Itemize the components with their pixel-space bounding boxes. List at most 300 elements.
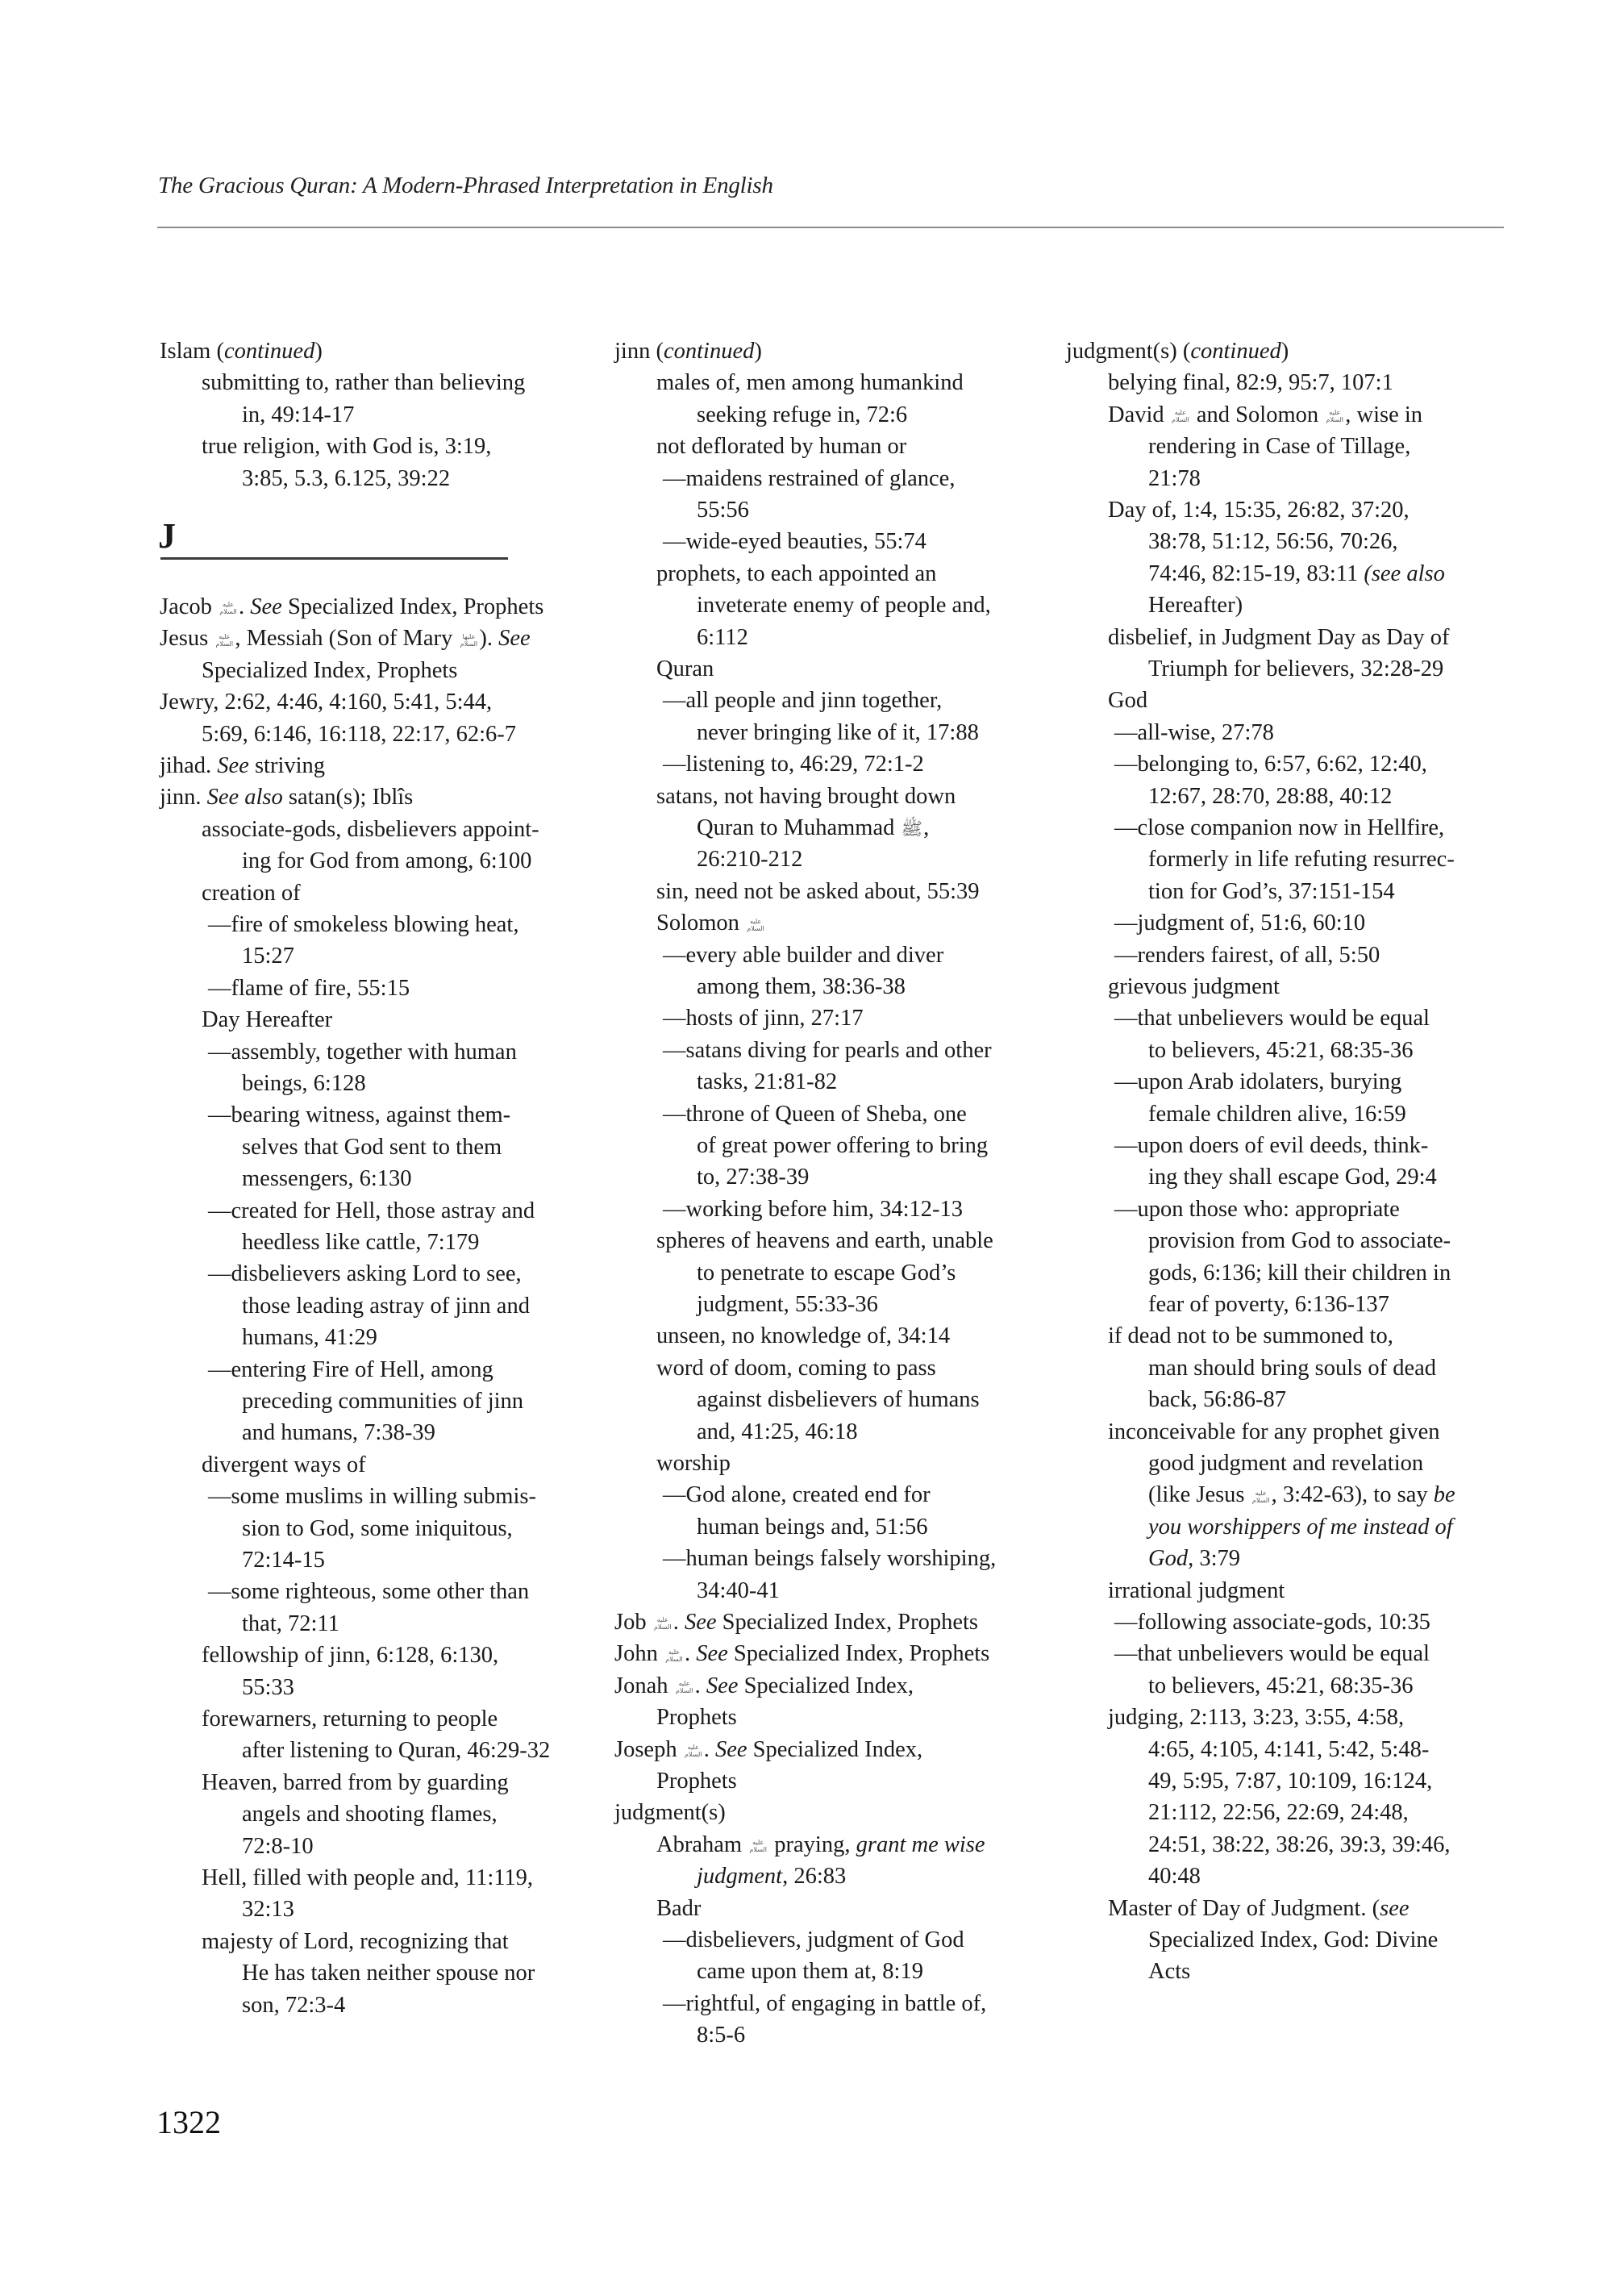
index-line [1114,1066,1401,1098]
index-line [208,973,410,1004]
index-line [656,1702,737,1733]
index-line [697,590,991,621]
index-line [697,1257,956,1289]
entry-text: grievous judgment [1108,974,1280,999]
entry-text: . [684,1641,697,1667]
index-line [697,1384,980,1415]
honorific-alayhi-salam-icon [653,1616,672,1631]
entry-text: , [923,815,930,840]
entry-text: —listening to, 46:29, 72:1-2 [663,752,924,777]
entry-text: judgment(s) ( [1066,339,1191,364]
index-subentry [656,431,906,462]
index-line [242,1735,550,1766]
entry-text: 26:210-212 [697,847,803,873]
honorific-glyph-part: السلام [665,1655,683,1663]
index-line [242,1131,502,1163]
entry-text: God [1108,688,1148,714]
index-line [663,526,927,557]
index-subentry [656,907,766,939]
entry-text: ing they shall escape God, 29:4 [1148,1165,1437,1190]
index-line [242,1544,325,1576]
index-line [663,1098,967,1130]
index-subentry [202,877,301,909]
honorific-glyph-part: السلام [749,1846,767,1854]
index-line [1148,1098,1406,1130]
honorific-glyph-part: عليه [668,1648,681,1656]
honorific-alayhi-salam-icon [684,1744,703,1758]
index-line [697,399,907,431]
entry-text: 5:69, 6:146, 16:118, 22:17, 62:6-7 [202,721,517,747]
entry-text: —working before him, 34:12-13 [663,1196,964,1222]
index-line [1148,590,1243,621]
entry-text: formerly in life refuting resurrec- [1148,847,1455,873]
index-line [1114,748,1427,780]
index-subentry [1108,622,1449,653]
entry-text: forewarners, returning to people [202,1706,498,1731]
section-letter-heading: J [158,516,176,556]
index-line [697,1066,837,1098]
entry-text: satan(s); Iblîs [282,785,414,810]
entry-text: ) [1280,339,1289,364]
entry-text: spheres of heavens and earth, unable [656,1228,993,1254]
entry-text: female children alive, 16:59 [1148,1101,1406,1127]
index-line [697,1161,809,1193]
italic-text: continued [663,339,755,364]
index-line [1148,781,1392,812]
honorific-glyph-part: عليه [678,1680,690,1688]
index-subentry [656,558,936,590]
entry-text: disbelief, in Judgment Day as Day of [1108,624,1450,650]
entry-text: striving [248,753,326,778]
index-subentry [656,1352,936,1384]
italic-text: continued [1190,339,1281,364]
entry-text: , 26:83 [782,1864,847,1890]
index-line [663,1002,864,1034]
entry-text: —rightful, of engaging in battle of, [663,1990,987,2016]
italic-text: See [684,1610,717,1635]
index-line [208,1195,535,1227]
entry-text: —hosts of jinn, 27:17 [663,1006,864,1031]
entry-text: prophets, to each appointed an [656,560,937,586]
index-line [1148,1670,1414,1702]
index-line [1148,1797,1409,1828]
index-entry [160,750,325,781]
honorific-alayhi-salam-icon [1325,409,1344,423]
index-line [1148,526,1398,557]
italic-text: judgment [697,1864,783,1890]
index-line [1148,1543,1240,1574]
index-line [1114,1130,1428,1161]
entry-text: 4:65, 4:105, 4:141, 5:42, 5:48- [1148,1736,1430,1762]
entry-text: word of doom, coming to pass [656,1355,936,1381]
entry-text: John [614,1641,664,1667]
index-line [1148,1765,1432,1797]
entry-text: —some righteous, some other than [208,1579,530,1605]
index-line [697,812,929,844]
index-line [697,622,748,653]
running-head-title: The Gracious Quran: A Modern-Phrased Interpretation in English [158,173,773,198]
index-line [242,1322,377,1353]
index-subentry [1108,1416,1440,1448]
entry-text: Specialized Index, Prophets [716,1610,979,1635]
entry-text: those leading astray of jinn and [242,1293,530,1319]
entry-text: ) [754,339,762,364]
entry-text: ). [479,626,499,652]
entry-text: —created for Hell, those astray and [208,1198,535,1223]
entry-text: praying, [768,1831,856,1857]
entry-text: 8:5-6 [697,2023,746,2048]
index-line [242,1894,294,1925]
entry-text: of great power offering to bring [697,1133,989,1158]
honorific-glyph-part: عليها [462,632,476,640]
index-subentry [656,781,956,812]
entry-text: males of, men among humankind [656,370,964,396]
entry-text: 34:40-41 [697,1577,780,1603]
index-line [1148,1289,1389,1320]
honorific-glyph-part: عليه [222,601,235,609]
index-entry [1066,335,1289,367]
index-line [208,1036,517,1068]
entry-text: Abraham [656,1831,748,1857]
entry-text: Specialized Index, Prophets [202,657,458,683]
italic-text: grant me wise [856,1831,985,1857]
index-subentry [1108,494,1410,526]
entry-text: fellowship of jinn, 6:128, 6:130, [202,1643,499,1669]
entry-text: 72:8-10 [242,1833,314,1859]
honorific-alayhi-salam-icon [219,601,238,615]
index-subentry [202,1862,533,1894]
entry-text: messengers, 6:130 [242,1166,412,1192]
italic-text: See [706,1673,739,1698]
index-line [1148,1225,1451,1256]
index-line [663,463,955,494]
index-line [208,1099,510,1131]
entry-text: gods, 6:136; kill their children in [1148,1260,1451,1286]
index-entry [160,591,543,623]
index-line [663,748,924,780]
index-subentry [1108,685,1147,716]
entry-text: 15:27 [242,944,294,969]
italic-text: see [1380,1895,1410,1921]
entry-text: David [1108,402,1170,427]
index-entry [160,335,323,367]
entry-text: , Messiah (Son of Mary [235,626,459,652]
entry-text: 32:13 [242,1897,294,1923]
entry-text: Hell, filled with people and, 11:119, [202,1865,534,1890]
entry-text: ing for God from among, 6:100 [242,848,532,874]
honorific-alayhi-salam-icon [746,918,765,932]
entry-text: . [239,594,251,619]
entry-text: judgment, 55:33-36 [697,1292,878,1317]
index-line [202,655,457,686]
entry-text: Jewry, 2:62, 4:46, 4:160, 5:41, 5:44, [160,690,493,715]
index-line [697,971,906,1002]
index-line [1148,1829,1450,1861]
entry-text: in, 49:14-17 [242,402,355,427]
honorific-glyph-part: عليه [219,632,231,640]
entry-text: Day of, 1:4, 15:35, 26:82, 37:20, [1108,498,1410,523]
entry-text: and humans, 7:38-39 [242,1420,435,1446]
entry-text: Quran [656,656,714,681]
index-line [697,1289,878,1320]
index-line [697,2019,745,2051]
entry-text: provision from God to associate- [1148,1228,1451,1254]
index-line [242,1163,412,1194]
index-line [242,1608,339,1640]
entry-text: inconceivable for any prophet given [1108,1419,1440,1444]
index-line [1114,940,1380,971]
index-line [1148,1035,1414,1066]
entry-text: Specialized Index, Prophets [281,594,544,619]
index-entry [160,686,492,718]
entry-text: if dead not to be summoned to, [1108,1323,1393,1349]
index-line [1114,717,1274,748]
honorific-glyph-part: السلام [460,640,478,648]
entry-text: Triumph for believers, 32:28-29 [1148,656,1444,681]
italic-text: (see also [1364,560,1445,586]
entry-text: Job [614,1610,652,1635]
honorific-alayhi-salam-icon [1171,409,1190,423]
entry-text: Master of Day of Judgment. ( [1108,1895,1380,1921]
entry-text: Joseph [614,1736,683,1762]
entry-text: 72:14-15 [242,1548,325,1573]
index-line [242,845,531,877]
italic-text: be [1433,1482,1455,1508]
index-subentry [202,367,525,398]
index-line [1148,844,1455,875]
entry-text: (like Jesus [1148,1482,1251,1508]
index-subentry [202,1926,509,1957]
entry-text: heedless like cattle, 7:179 [242,1230,480,1255]
index-line [242,1290,530,1322]
index-line [697,717,979,748]
entry-text: 12:67, 28:70, 28:88, 40:12 [1148,783,1393,809]
honorific-glyph-part: عليه [750,917,762,925]
entry-text: —human beings falsely worshiping, [663,1546,997,1572]
index-line [697,1511,928,1543]
honorific-alayhi-salam-icon [675,1680,694,1694]
index-subentry [656,1893,701,1924]
entry-text: fear of poverty, 6:136-137 [1148,1292,1389,1317]
index-line [1148,1448,1423,1479]
italic-text: See [498,626,531,652]
entry-text: —maidens restrained of glance, [663,465,956,491]
italic-text: continued [223,339,315,364]
entry-text: Specialized Index, [738,1673,914,1698]
honorific-alayhi-salam-icon [214,633,234,648]
index-line [202,719,516,750]
index-subentry [1108,1320,1393,1352]
index-line [1148,558,1445,590]
honorific-glyph-part: عليه [1174,409,1186,417]
honorific-glyph-part: السلام [675,1687,693,1695]
index-subentry [656,1829,985,1861]
index-subentry [202,1004,332,1035]
entry-text: judgment(s) [614,1800,726,1826]
index-line [1114,1606,1430,1638]
entry-text: —upon doers of evil deeds, think- [1114,1133,1429,1158]
entry-text: , 3:42-63), to say [1271,1482,1434,1508]
index-line [242,1068,366,1099]
entry-text: Heaven, barred from by guarding [202,1769,509,1795]
page-number: 1322 [156,2104,221,2140]
entry-text: good judgment and revelation [1148,1451,1424,1476]
index-entry [614,1670,914,1702]
entry-text: 38:78, 51:12, 56:56, 70:26, [1148,529,1398,555]
index-entry [160,781,413,813]
index-line [1148,1734,1429,1765]
entry-text: and, 41:25, 46:18 [697,1419,858,1444]
entry-text: Acts [1148,1959,1191,1985]
italic-text: God [1148,1546,1189,1572]
index-line [1148,463,1201,494]
index-line [242,940,294,972]
honorific-glyph-part: السلام [1172,416,1189,424]
index-entry [160,623,531,654]
entry-text: majesty of Lord, recognizing that [202,1928,509,1954]
entry-text: never bringing like of it, 17:88 [697,719,979,745]
italic-text: See also [206,785,283,810]
index-line [1148,1924,1438,1956]
index-line [697,1416,858,1448]
entry-text: Specialized Index, God: Divine [1148,1927,1439,1952]
entry-text: beings, 6:128 [242,1071,366,1096]
honorific-glyph-part: السلام [653,1623,672,1631]
italic-text: See [217,753,249,778]
index-line [1148,1384,1286,1415]
entry-text: 21:112, 22:56, 22:69, 24:48, [1148,1800,1409,1826]
entry-text: human beings and, 51:56 [697,1514,928,1540]
entry-text: tion for God’s, 37:151-154 [1148,878,1395,904]
index-line [1148,431,1410,462]
entry-text: Solomon [656,910,746,936]
entry-text: —all-wise, 27:78 [1114,719,1274,745]
entry-text: 49, 5:95, 7:87, 10:109, 16:124, [1148,1769,1433,1794]
entry-text: , 3:79 [1188,1546,1241,1572]
entry-text: —assembly, together with human [208,1039,517,1065]
entry-text: —following associate-gods, 10:35 [1114,1610,1430,1635]
header-rule [157,227,1504,228]
honorific-glyph-part: عليه [1329,409,1341,417]
index-line [1114,812,1444,844]
index-line [663,1924,964,1956]
section-letter-rule [160,557,508,560]
index-line [1114,1194,1400,1225]
entry-text: 74:46, 82:15-19, 83:11 [1148,560,1364,586]
entry-text: belying final, 82:9, 95:7, 107:1 [1108,370,1393,396]
entry-text: that, 72:11 [242,1611,339,1636]
index-line [663,1988,986,2019]
entry-text: irrational judgment [1108,1577,1285,1603]
entry-text: preceding communities of jinn [242,1389,524,1414]
entry-text: worship [656,1451,731,1476]
entry-text: —judgment of, 51:6, 60:10 [1114,910,1366,936]
entry-text: 40:48 [1148,1864,1201,1890]
index-line [663,940,943,971]
index-line [1148,876,1395,907]
entry-text: —upon those who: appropriate [1114,1196,1400,1222]
entry-text: judging, 2:113, 3:23, 3:55, 4:58, [1108,1705,1405,1731]
index-line [242,463,450,494]
index-subentry [1108,1575,1285,1606]
index-subentry [656,653,714,685]
entry-text: —that unbelievers would be equal [1114,1641,1430,1667]
index-line [242,1227,479,1258]
honorific-glyph-part: السلام [747,924,764,932]
entry-text: —disbelievers, judgment of God [663,1927,964,1952]
entry-text: —every able builder and diver [663,942,944,968]
entry-text: true religion, with God is, 3:19, [202,434,492,460]
index-subentry [1108,367,1393,398]
index-subentry [656,876,980,907]
entry-text: divergent ways of [202,1452,366,1477]
entry-text: . [694,1673,706,1698]
honorific-glyph-part: السلام [1251,1496,1270,1504]
index-subentry [656,1320,950,1352]
index-line [242,1672,294,1703]
honorific-glyph-part: عليه [656,1616,668,1624]
honorific-salla-allahu-alayhi-wasallam-icon: ﷺ [901,819,923,840]
italic-text: See [250,594,282,619]
italic-text: See [714,1736,747,1762]
index-line [1148,1352,1436,1384]
honorific-glyph-part: السلام [215,640,234,648]
entry-text: tasks, 21:81-82 [697,1069,838,1095]
index-entry [614,335,762,367]
entry-text: and Solomon [1190,402,1325,427]
entry-text: jinn. [160,785,207,810]
index-line [697,494,749,526]
entry-text: angels and shooting flames, [242,1802,498,1827]
index-line [1148,1161,1437,1193]
entry-text: Prophets [656,1769,737,1794]
index-line [663,1479,931,1511]
entry-text: 6:112 [697,624,748,650]
entry-text: —upon Arab idolaters, burying [1114,1069,1402,1095]
index-line [1114,1002,1430,1034]
entry-text: Badr [656,1895,702,1921]
entry-text: —entering Fire of Hell, among [208,1356,493,1382]
index-line [663,685,942,716]
entry-text: —flame of fire, 55:15 [208,975,410,1001]
index-entry [614,1797,726,1828]
index-line [1148,653,1443,685]
entry-text: not deflorated by human or [656,434,907,460]
entry-text: 21:78 [1148,465,1201,491]
entry-text: —wide-eyed beauties, 55:74 [663,529,927,555]
entry-text: He has taken neither spouse nor [242,1961,535,1986]
index-subentry [1108,399,1422,431]
entry-text: Jesus [160,626,214,652]
entry-text: —satans diving for pearls and other [663,1037,992,1063]
entry-text: humans, 41:29 [242,1325,377,1351]
entry-text: Hereafter) [1148,593,1243,619]
honorific-alayha-salam-icon [459,633,478,648]
index-line [1114,907,1365,939]
entry-text: jinn ( [614,339,664,364]
entry-text: —bearing witness, against them- [208,1102,511,1128]
index-line [697,1130,988,1161]
index-subentry [202,814,539,845]
index-line [697,1956,923,1987]
entry-text: selves that God sent to them [242,1134,502,1160]
entry-text: —belonging to, 6:57, 6:62, 12:40, [1114,752,1427,777]
entry-text: Quran to Muhammad [697,815,901,840]
index-line [663,1194,963,1225]
italic-text: you worshippers of me instead of [1148,1514,1453,1540]
index-subentry [656,367,964,398]
italic-text: See [696,1641,728,1667]
